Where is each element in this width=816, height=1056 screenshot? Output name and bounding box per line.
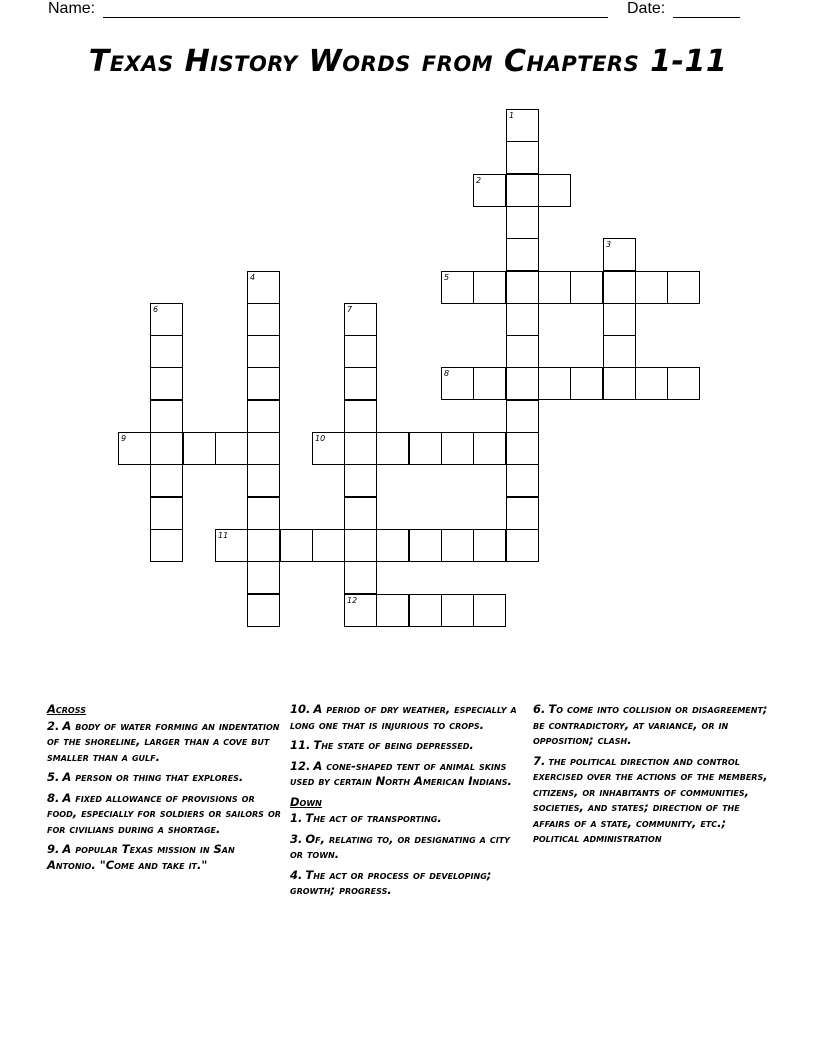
crossword-cell[interactable] [667,367,700,400]
crossword-cell[interactable] [506,497,539,530]
crossword-cell[interactable] [150,335,183,368]
crossword-cell[interactable] [150,497,183,530]
crossword-cell[interactable] [538,174,571,207]
crossword-cell[interactable] [603,367,636,400]
clue-number: 3 [606,240,612,249]
clues-column-1 [47,702,282,878]
crossword-cell[interactable] [667,271,700,304]
crossword-cell[interactable] [473,174,506,207]
crossword-cell[interactable] [506,335,539,368]
crossword-cell[interactable] [150,464,183,497]
clue-number: 11 [218,531,229,540]
crossword-cell[interactable] [376,594,409,627]
crossword-cell[interactable] [150,367,183,400]
crossword-cell[interactable] [183,432,216,465]
clues-section [47,702,767,962]
clue-number: 8 [444,369,450,378]
crossword-cell[interactable] [247,561,280,594]
crossword-cell[interactable] [506,367,539,400]
crossword-cell[interactable] [441,529,474,562]
clue-across-12: 12. A cone-shaped tent of animal skins used by certain North American Indians. [290,758,512,788]
across-heading: Across [47,702,86,716]
clue-number: 4 [250,273,256,282]
crossword-cell[interactable] [376,432,409,465]
crossword-cell[interactable] [603,238,636,271]
clue-number: 2 [476,176,482,185]
crossword-cell[interactable] [506,271,539,304]
down-heading: Down [290,794,322,809]
crossword-cell[interactable] [344,497,377,530]
clue-number: 5 [444,273,450,282]
clue-number: 9 [121,434,127,443]
crossword-cell[interactable] [344,432,377,465]
clue-across-8: 8. A fixed allowance of provisions or food, especially for soldiers or sailors or for civilians during a shortage. [47,790,281,836]
crossword-cell[interactable] [247,367,280,400]
clue-across-5: 5. A person or thing that explores. [47,770,244,784]
crossword-cell[interactable] [506,400,539,433]
crossword-cell[interactable] [150,303,183,336]
crossword-cell[interactable] [603,335,636,368]
crossword-cell[interactable] [473,594,506,627]
clue-down-3: 3. Of, relating to, or designating a city or town. [290,831,510,861]
crossword-cell[interactable] [344,594,377,627]
crossword-cell[interactable] [247,303,280,336]
clue-across-2: 2. A body of water forming an indentation of the shoreline, larger than a cove but smaller than a gulf. [47,718,280,764]
crossword-cell[interactable] [441,594,474,627]
clue-down-4: 4. The act or process of developing; growth; progress. [290,867,492,897]
crossword-cell[interactable] [344,303,377,336]
crossword-cell[interactable] [441,271,474,304]
clue-down-1: 1. The act of transporting. [290,811,442,825]
crossword-cell[interactable] [344,400,377,433]
name-label: Name: [48,0,96,17]
crossword-cell[interactable] [570,271,603,304]
crossword-cell[interactable] [603,303,636,336]
clue-number: 10 [315,434,326,443]
crossword-cell[interactable] [280,529,313,562]
crossword-cell[interactable] [409,594,442,627]
crossword-cell[interactable] [441,432,474,465]
crossword-cell[interactable] [247,335,280,368]
crossword-cell[interactable] [473,271,506,304]
crossword-cell[interactable] [506,206,539,239]
crossword-cell[interactable] [635,367,668,400]
clue-number: 6 [153,305,159,314]
crossword-cell[interactable] [506,141,539,174]
crossword-cell[interactable] [215,529,248,562]
crossword-cell[interactable] [538,271,571,304]
crossword-cell[interactable] [506,529,539,562]
crossword-cell[interactable] [473,432,506,465]
crossword-cell[interactable] [603,271,636,304]
crossword-cell[interactable] [506,238,539,271]
crossword-cell[interactable] [344,561,377,594]
crossword-cell[interactable] [312,529,345,562]
crossword-cell[interactable] [506,432,539,465]
page-title: Texas History Words from Chapters 1-11 [88,44,728,79]
clue-across-10: 10. A period of dry weather, especially a long one that is injurious to crops. [290,702,517,732]
crossword-cell[interactable] [150,529,183,562]
crossword-cell[interactable] [344,335,377,368]
crossword-cell[interactable] [344,367,377,400]
crossword-cell[interactable] [506,303,539,336]
crossword-cell[interactable] [312,432,345,465]
crossword-cell[interactable] [506,109,539,142]
clue-across-9: 9. A popular Texas mission in San Antonio. "Come and take it." [47,842,235,872]
crossword-cell[interactable] [506,174,539,207]
clue-number: 12 [347,596,358,605]
crossword-cell[interactable] [409,529,442,562]
crossword-cell[interactable] [473,367,506,400]
crossword-cell[interactable] [247,594,280,627]
clue-number: 1 [509,111,515,120]
crossword-cell[interactable] [344,529,377,562]
crossword-cell[interactable] [150,432,183,465]
crossword-cell[interactable] [118,432,151,465]
crossword-cell[interactable] [247,271,280,304]
crossword-cell[interactable] [247,464,280,497]
crossword-cell[interactable] [409,432,442,465]
crossword-cell[interactable] [247,432,280,465]
crossword-cell[interactable] [344,464,377,497]
clues-column-2 [290,702,526,904]
crossword-cell[interactable] [247,529,280,562]
crossword-cell[interactable] [635,271,668,304]
crossword-cell[interactable] [570,367,603,400]
crossword-cell[interactable] [247,497,280,530]
crossword-cell[interactable] [247,400,280,433]
crossword-cell[interactable] [150,400,183,433]
crossword-cell[interactable] [473,529,506,562]
crossword-cell[interactable] [538,367,571,400]
clues-column-3 [533,702,768,852]
clue-number: 7 [347,305,353,314]
date-label: Date: [627,0,666,17]
crossword-cell[interactable] [506,464,539,497]
crossword-cell[interactable] [441,367,474,400]
crossword-cell[interactable] [215,432,248,465]
clue-across-11: 11. The state of being depressed. [290,738,474,752]
clue-down-7: 7. the political direction and control exercised over the actions of the members, citizens, or inhabitants of communities, societies, and states; direction of the affairs of a state, community, etc.; political administration [533,753,768,845]
crossword-cell[interactable] [376,529,409,562]
clue-down-6: 6. To come into collision or disagreement; be contradictory, at variance, or in opposition; clash. [533,702,768,747]
